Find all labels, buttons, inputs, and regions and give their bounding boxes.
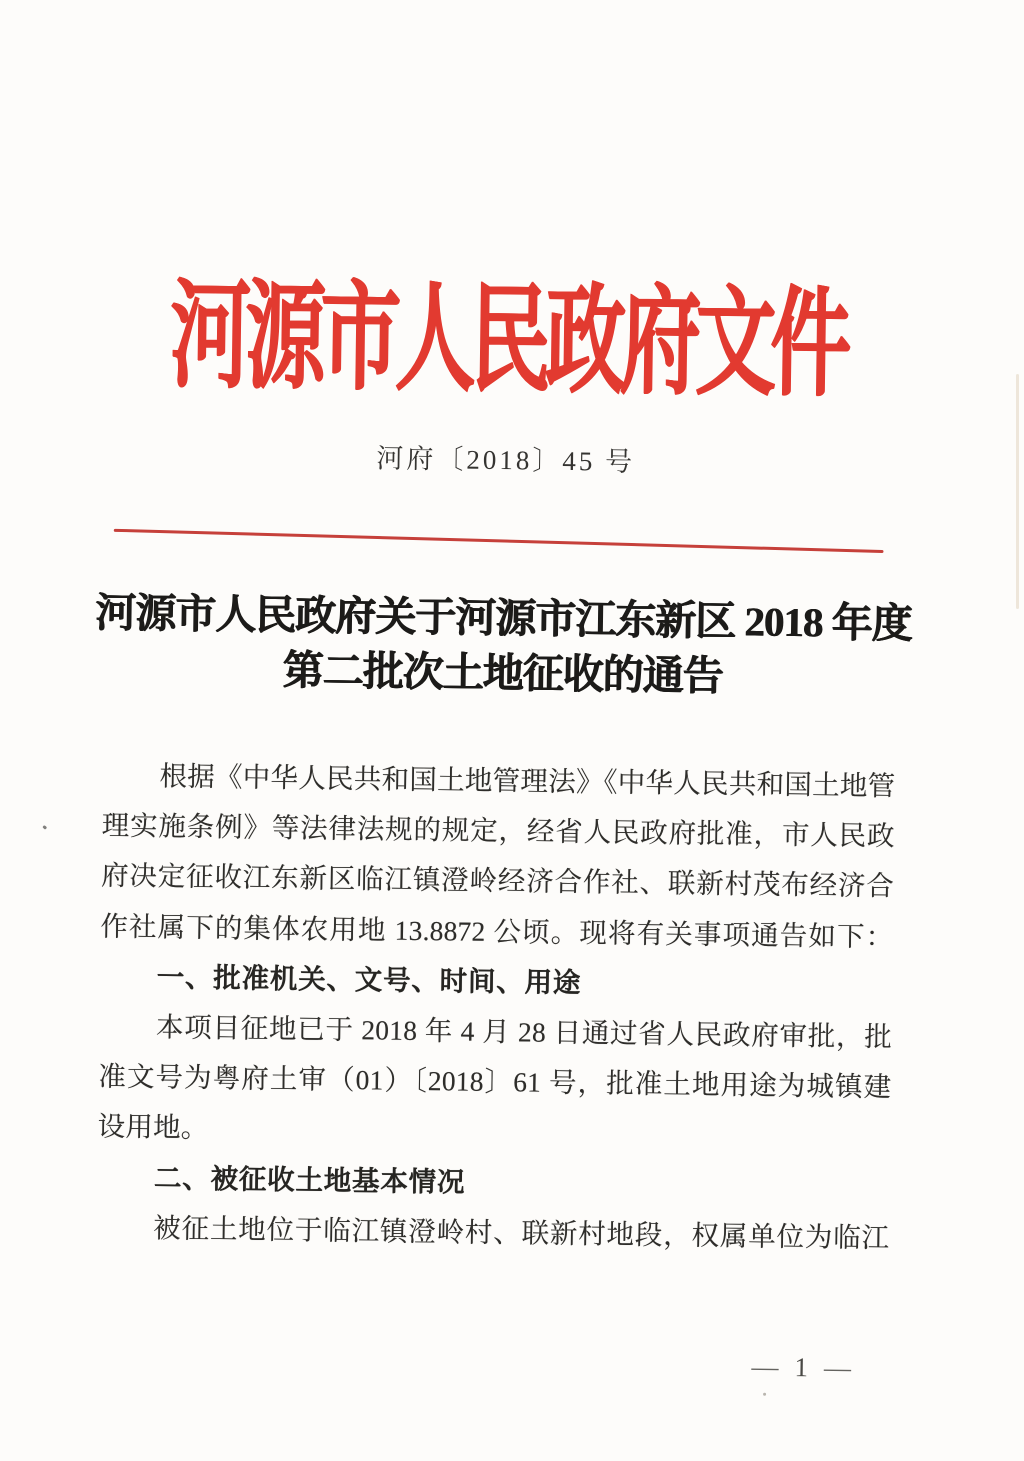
section-heading-2: 二、被征收土地基本情况 (153, 1161, 466, 1198)
footer-dash-left: — (751, 1351, 779, 1382)
letterhead-title: 河源市人民政府文件 (168, 271, 846, 412)
document-number: 河府〔2018〕45 号 (376, 443, 636, 477)
red-divider-line (114, 529, 884, 553)
body-line: 准文号为粤府土审（01）〔2018〕61 号，批准土地用途为城镇建 (98, 1060, 892, 1103)
letterhead (0, 271, 1020, 412)
scan-edge-artifact (1016, 374, 1019, 609)
footer-dash-right: — (823, 1352, 852, 1383)
scan-speck (42, 825, 47, 830)
document-title (0, 584, 1016, 708)
body-line: 理实施条例》等法律法规的规定，经省人民政府批准，市人民政 (101, 809, 895, 852)
body-line: 府决定征收江东新区临江镇澄岭经济合作社、联新村茂布经济合 (100, 860, 895, 902)
document-title-line2: 第二批次土地征收的通告 (282, 647, 724, 700)
scan-speck (763, 1393, 766, 1396)
body-line: 设用地。 (97, 1110, 209, 1144)
body-line: 本项目征地已于 2018 年 4 月 28 日通过省人民政府审批，批 (155, 1011, 893, 1053)
page-footer (751, 1352, 851, 1383)
document-title-line1: 河源市人民政府关于河源市江东新区 2018 年度 (95, 589, 913, 647)
body-line: 根据《中华人民共和国土地管理法》《中华人民共和国土地管 (159, 760, 896, 802)
body-line: 作社属下的集体农用地 13.8872 公顷。现将有关事项通告如下： (100, 910, 894, 952)
body-line: 被征土地位于临江镇澄岭村、联新村地段，权属单位为临江 (153, 1212, 890, 1254)
section-heading-1: 一、批准机关、文号、时间、用途 (156, 961, 582, 998)
document-body (96, 751, 896, 1264)
page-number: 1 (794, 1352, 809, 1383)
